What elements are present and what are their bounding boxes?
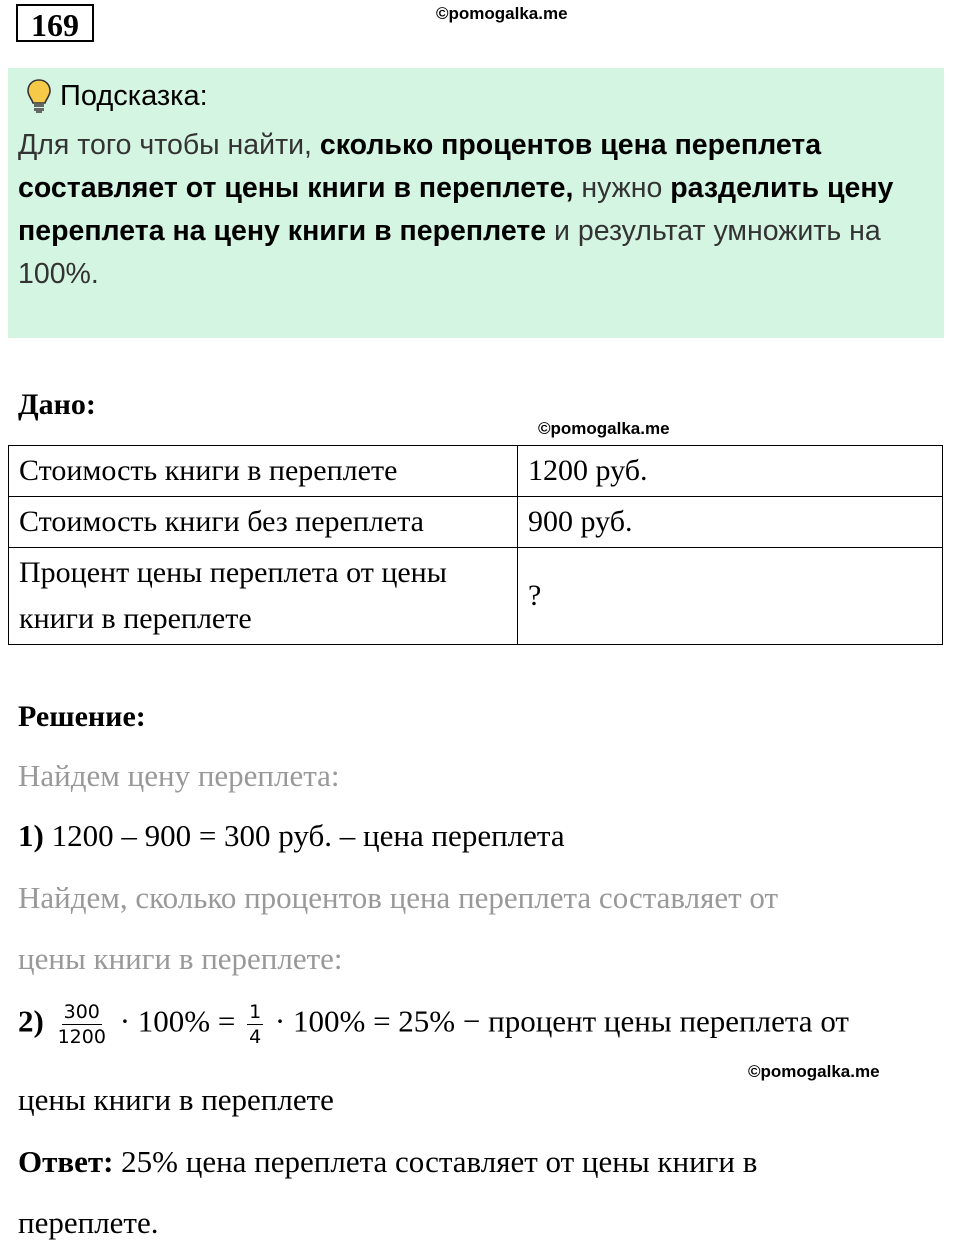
hint-segment: нужно — [573, 172, 671, 204]
table-cell-label: Процент цены переплета от цены книги в переплете — [9, 548, 518, 645]
fraction-numerator: 300 — [63, 1001, 100, 1023]
step1-text: 1200 – 900 = 300 руб. – цена переплета — [51, 818, 565, 853]
step1-line — [18, 818, 565, 854]
formula-part: · 100% = — [119, 1003, 236, 1039]
fraction-numerator: 1 — [249, 1001, 262, 1023]
step1-intro: Найдем цену переплета: — [18, 758, 340, 793]
problem-number: 169 — [16, 4, 94, 42]
watermark-table: ©pomogalka.me — [538, 419, 670, 438]
hint-segment-bold: сколько процентов цена переплета составляет от цены книги в переплете, — [18, 129, 822, 204]
lightbulb-icon — [26, 78, 52, 114]
table-cell-label: Стоимость книги без переплета — [9, 497, 518, 548]
watermark-bottom: ©pomogalka.me — [748, 1062, 880, 1081]
formula-part: · 100% = 25% − процент цены переплета от — [274, 1003, 849, 1039]
step2-intro-line1: Найдем, сколько процентов цена переплета составляет от — [18, 880, 779, 915]
answer-text: 25% цена переплета составляет от цены книги в — [113, 1144, 758, 1179]
table-row — [9, 548, 943, 645]
given-heading: Дано: — [18, 388, 96, 421]
given-table — [8, 445, 943, 645]
step2-intro-line2: цены книги в переплете: — [18, 941, 343, 976]
step2-number: 2) — [18, 1003, 44, 1039]
table-cell-label: Стоимость книги в переплете — [9, 446, 518, 497]
hint-title-text: Подсказка: — [60, 79, 208, 112]
hint-text — [18, 124, 938, 296]
answer-line — [18, 1144, 757, 1180]
table-cell-value: ? — [518, 548, 943, 645]
fraction-denominator: 1200 — [57, 1026, 106, 1048]
hint-segment: Для того чтобы найти, — [18, 129, 320, 161]
solution-heading: Решение: — [18, 700, 146, 733]
fraction-denominator: 4 — [249, 1026, 262, 1048]
hint-box — [8, 68, 944, 338]
step1-number: 1) — [18, 818, 44, 853]
fraction-300-1200 — [56, 1000, 108, 1049]
answer-line2: переплете. — [18, 1205, 159, 1240]
table-row — [9, 497, 943, 548]
hint-segment-bold: разделить цену переплета на цену книги в переплете — [18, 172, 894, 247]
watermark-top: ©pomogalka.me — [436, 4, 568, 23]
table-cell-value: 1200 руб. — [518, 446, 943, 497]
answer-label: Ответ: — [18, 1144, 114, 1179]
step2-formula — [18, 1000, 849, 1049]
hint-title — [26, 78, 208, 114]
table-row — [9, 446, 943, 497]
fraction-1-4 — [247, 1000, 263, 1049]
step2-line2: цены книги в переплете — [18, 1082, 334, 1117]
table-cell-value: 900 руб. — [518, 497, 943, 548]
hint-segment: и результат умножить на 100%. — [18, 215, 881, 290]
